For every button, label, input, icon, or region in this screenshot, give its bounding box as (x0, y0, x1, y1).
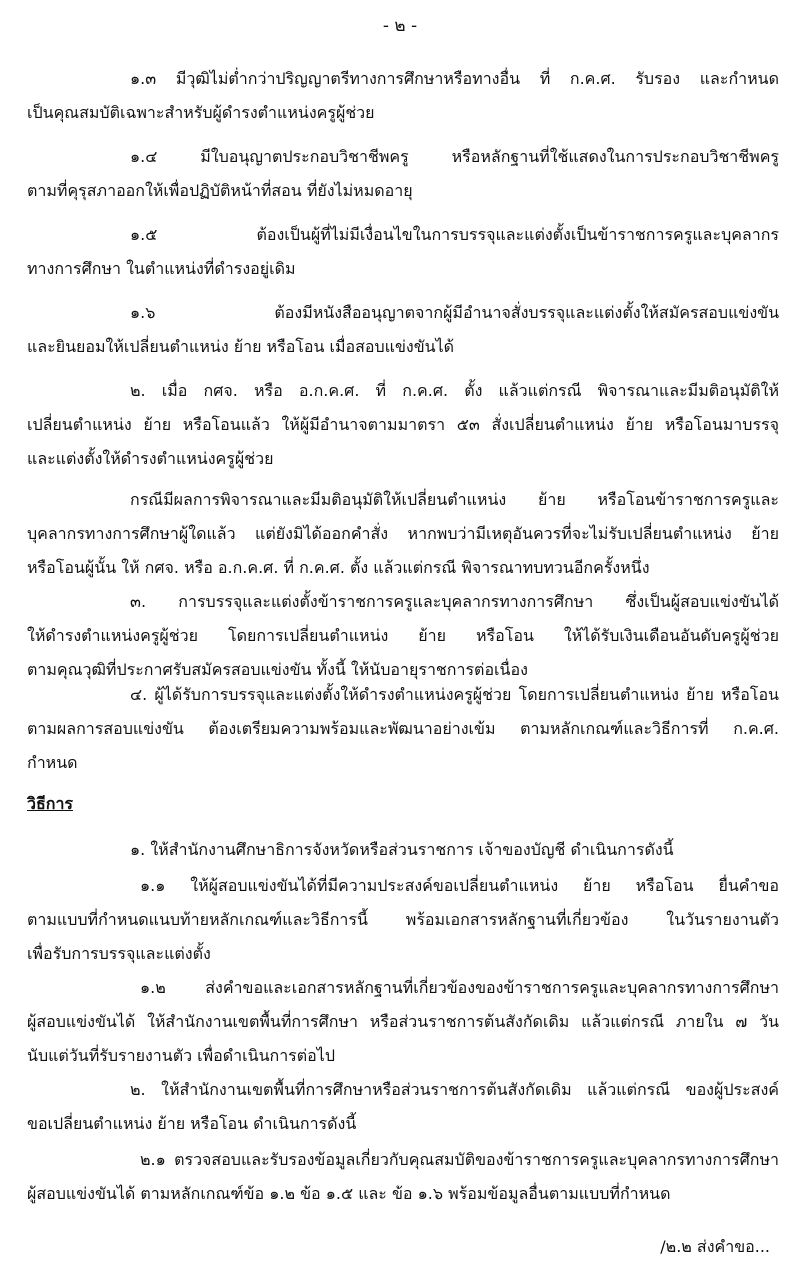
text-line: บุคลากรทางการศึกษาผู้ใดแล้ว แต่ยังมิได้ออกคำสั่ง หากพบว่ามีเหตุอันควรที่จะไม่รับเปลี่ยนตำแหน่ง ย้าย (27, 524, 779, 543)
text-line: ๑.๑ ให้ผู้สอบแข่งขันได้ที่มีความประสงค์ขอเปลี่ยนตำแหน่ง ย้าย หรือโอน ยื่นคำขอ (140, 876, 779, 895)
method-1-1 (27, 869, 779, 971)
text-line: ให้ดำรงตำแหน่งครูผู้ช่วย โดยการเปลี่ยนตำแหน่ง ย้าย หรือโอน ให้ได้รับเงินเดือนอันดับครูผู้ช่วย (27, 626, 779, 645)
paragraph-case (27, 483, 779, 585)
text-line: นับแต่วันที่รับรายงานตัว เพื่อดำเนินการต่อไป (27, 1046, 335, 1065)
continuation-note: /๒.๒ ส่งคำขอ... (660, 1237, 770, 1256)
text-line: ผู้สอบแข่งขันได้ ให้สำนักงานเขตพื้นที่การศึกษา หรือส่วนราชการต้นสังกัดเดิม แล้วแต่กรณี ภายใน ๗ วัน (27, 1012, 779, 1031)
text-line: ๑. ให้สำนักงานศึกษาธิการจังหวัดหรือส่วนราชการ เจ้าของบัญชี ดำเนินการดังนี้ (130, 840, 674, 859)
text-line: ๑.๒ ส่งคำขอและเอกสารหลักฐานที่เกี่ยวข้องของข้าราชการครูและบุคลากรทางการศึกษา (140, 978, 779, 997)
text-line: ตามผลการสอบแข่งขัน ต้องเตรียมความพร้อมและพัฒนาอย่างเข้ม ตามหลักเกณฑ์และวิธีการที่ ก.ค.ศ. (27, 719, 779, 738)
text-line: ๑.๖ ต้องมีหนังสืออนุญาตจากผู้มีอำนาจสั่งบรรจุและแต่งตั้งให้สมัครสอบแข่งขัน (130, 303, 779, 322)
text-line: เพื่อรับการบรรจุและแต่งตั้ง (27, 944, 211, 963)
text-line: ขอเปลี่ยนตำแหน่ง ย้าย หรือโอน ดำเนินการดังนี้ (27, 1114, 357, 1133)
text-line: เป็นคุณสมบัติเฉพาะสำหรับผู้ดำรงตำแหน่งครูผู้ช่วย (27, 103, 375, 122)
text-line: ๒. เมื่อ กศจ. หรือ อ.ก.ค.ศ. ที่ ก.ค.ศ. ตั้ง แล้วแต่กรณี พิจารณาและมีมติอนุมัติให้ (130, 381, 779, 400)
method-2-1 (27, 1143, 779, 1211)
text-line: เปลี่ยนตำแหน่ง ย้าย หรือโอนแล้ว ให้ผู้มีอำนาจตามมาตรา ๕๓ สั่งเปลี่ยนตำแหน่ง ย้าย หรือโอนมาบรรจุ (27, 415, 779, 434)
paragraph-3 (27, 585, 779, 687)
text-line: ๒.๑ ตรวจสอบและรับรองข้อมูลเกี่ยวกับคุณสมบัติของข้าราชการครูและบุคลากรทางการศึกษา (140, 1150, 779, 1169)
method-1 (27, 833, 779, 867)
text-line: และแต่งตั้งให้ดำรงตำแหน่งครูผู้ช่วย (27, 449, 274, 468)
method-1-2 (27, 971, 779, 1073)
text-line: ผู้สอบแข่งขันได้ ตามหลักเกณฑ์ข้อ ๑.๒ ข้อ ๑.๕ และ ข้อ ๑.๖ พร้อมข้อมูลอื่นตามแบบที่กำหนด (27, 1184, 671, 1203)
text-line: และยินยอมให้เปลี่ยนตำแหน่ง ย้าย หรือโอน เมื่อสอบแข่งขันได้ (27, 337, 455, 356)
text-line: ๑.๕ ต้องเป็นผู้ที่ไม่มีเงื่อนไขในการบรรจุและแต่งตั้งเป็นข้าราชการครูและบุคลากร (130, 225, 779, 244)
text-line: ๒. ให้สำนักงานเขตพื้นที่การศึกษาหรือส่วนราชการต้นสังกัดเดิม แล้วแต่กรณี ของผู้ประสงค์ (130, 1080, 779, 1099)
paragraph-1-5 (27, 218, 779, 286)
section-heading: วิธีการ (27, 794, 74, 813)
text-line: ตามแบบที่กำหนดแนบท้ายหลักเกณฑ์และวิธีการนี้ พร้อมเอกสารหลักฐานที่เกี่ยวข้อง ในวันรายงานตัว (27, 910, 779, 929)
text-line: ทางการศึกษา ในตำแหน่งที่ดำรงอยู่เดิม (27, 259, 296, 278)
text-line: กำหนด (27, 753, 78, 772)
text-line: ๑.๓ มีวุฒิไม่ต่ำกว่าปริญญาตรีทางการศึกษาหรือทางอื่น ที่ ก.ค.ศ. รับรอง และกำหนด (130, 69, 779, 88)
text-line: กรณีมีผลการพิจารณาและมีมติอนุมัติให้เปลี่ยนตำแหน่ง ย้าย หรือโอนข้าราชการครูและ (130, 490, 779, 509)
text-line: ๓. การบรรจุและแต่งตั้งข้าราชการครูและบุคลากรทางการศึกษา ซึ่งเป็นผู้สอบแข่งขันได้ (130, 592, 779, 611)
text-line: หรือโอนผู้นั้น ให้ กศจ. หรือ อ.ก.ค.ศ. ที่ ก.ค.ศ. ตั้ง แล้วแต่กรณี พิจารณาทบทวนอีกครั้งหนึ่ง (27, 558, 650, 577)
paragraph-1-6 (27, 296, 779, 364)
text-line: ๑.๔ มีใบอนุญาตประกอบวิชาชีพครู หรือหลักฐานที่ใช้แสดงในการประกอบวิชาชีพครู (130, 147, 779, 166)
paragraph-1-3 (27, 62, 779, 130)
paragraph-2 (27, 374, 779, 476)
page-number: - ๒ - (382, 16, 418, 36)
text-line: ตามคุณวุฒิที่ประกาศรับสมัครสอบแข่งขัน ทั้งนี้ ให้นับอายุราชการต่อเนื่อง (27, 660, 528, 679)
method-2 (27, 1073, 779, 1141)
paragraph-4 (27, 678, 779, 780)
paragraph-1-4 (27, 140, 779, 208)
text-line: ๔. ผู้ได้รับการบรรจุและแต่งตั้งให้ดำรงตำแหน่งครูผู้ช่วย โดยการเปลี่ยนตำแหน่ง ย้าย หรือโอน (130, 685, 779, 704)
text-line: ตามที่คุรุสภาออกให้เพื่อปฏิบัติหน้าที่สอน ที่ยังไม่หมดอายุ (27, 181, 413, 200)
